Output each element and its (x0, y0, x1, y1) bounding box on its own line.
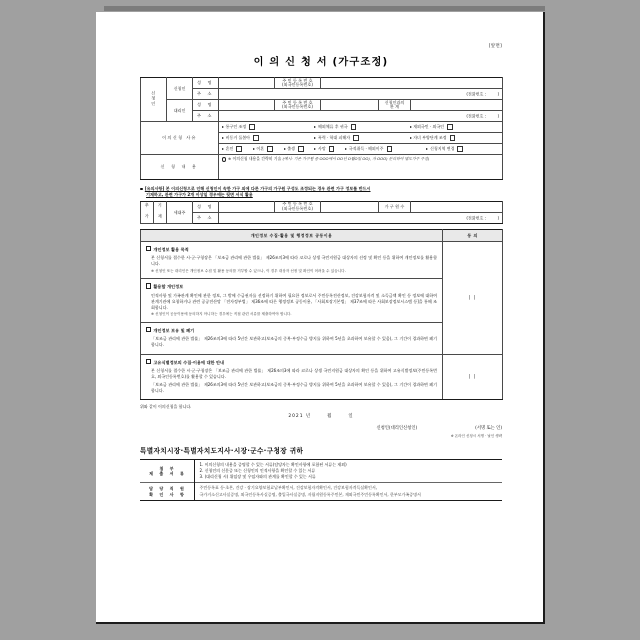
triangle-bullet-icon (410, 137, 412, 139)
section-paragraph: 인적사항 및 가족관계 확인에 관한 정보, 그 밖에 수급권자를 선정하기 위하여 필요한 정보로서 주민등록전산정보, 건강보험자격 및 소득금액 확인 등 정보에 대하여 관계기관에 요청하거나 관련 공공전산망 「전자정부법」 제36조에 따른 행정정보 공동이용, 「사회보장기본법」 제37조에 따른 사회보장정보시스템 등]을 통해 조회합니다. (151, 292, 437, 310)
reason-label: 출생 (287, 146, 295, 152)
reason-option[interactable] (253, 146, 284, 152)
consent-section-data (141, 279, 443, 322)
page-top-shadow (104, 6, 545, 11)
table-row (141, 212, 503, 223)
input-agent-name[interactable] (219, 99, 275, 110)
table-row (141, 77, 503, 88)
reason-label: 혼인 (225, 146, 234, 152)
table-row (141, 354, 503, 400)
attachment-label: 첨 부 제 출 서 류 (140, 459, 194, 483)
reason-checkbox[interactable] (236, 146, 242, 152)
checkbox-icon[interactable] (146, 283, 151, 288)
signature-seal-label[interactable]: (서명 또는 인) (475, 426, 502, 432)
table-row (141, 110, 503, 121)
reason-checkbox[interactable] (450, 135, 456, 141)
section-paragraph: 본 신청서를 접수한 시·군·구청장은 「보조금 관리에 관한 법률」 제26조의3에 따라 코로나 상생 국민지원금 대상자의 선정 및 확인 등을 위하여 개인정보를 활용합니다. (151, 255, 437, 267)
section-paragraph: 본 신청서를 접수한 시·군·구청장은 「보조금 관리에 관한 법률」 제26조의3에 따라 코로나 상생 국민지원금 대상자의 확인 등을 위하여 고유식별정보(주민등록번호, 외국인등록번호)를 활용할 수 있습니다. (151, 368, 437, 380)
reason-label: 폭력 · 학대 피해자 (317, 135, 351, 141)
reasons-row-3 (219, 143, 503, 154)
staff-check-label: 담 당 직 원 확 인 사 항 (140, 483, 194, 500)
section-paragraph: 「보조금 관리에 관한 법률」 제26조의3에 따라 5년간 보관하고(보조금의 중복·부정수급 방지를 위하여 5년을 초과하여 보유할 수 있음), 그 기간이 경과하면 폐기합니다. (151, 381, 437, 393)
warning-block (140, 186, 502, 198)
label-household-size: 가 구 원 수 (379, 201, 411, 212)
reason-label: 재외국민 · 외국인 (413, 124, 445, 130)
household-head-label: 세대주 (167, 201, 193, 223)
table-row (141, 241, 503, 278)
reason-option[interactable] (284, 146, 315, 152)
list-item: 3. (대리신청 시) 위임장 및 우임자와의 관계를 확인할 수 있는 서류 (199, 474, 316, 480)
label-head-name: 성 명 (193, 201, 219, 212)
bottom-rule (140, 500, 502, 501)
list-item: 주민등록표 등·초본, 건강 · 장기요양보험료납부확인서, 건강보험자격확인서, 건강보험자격득실확인서, (199, 485, 378, 491)
section-note: ※ 신청인이 공동이용에 동의하지 아니하는 경우에는 직접 관련 서류를 제출하여야 합니다. (151, 312, 292, 317)
date-year[interactable]: 2021 년 (288, 414, 312, 420)
checkbox-icon[interactable] (146, 246, 151, 251)
reason-label: 국적취득 · 해외이주 (348, 146, 384, 152)
input-resident-number[interactable] (321, 77, 503, 88)
triangle-bullet-icon (314, 148, 316, 150)
reason-checkbox[interactable] (298, 146, 304, 152)
section-title: 활용할 개인정보 (153, 284, 184, 290)
section-note: ※ 신청인 또는 대리인은 개인정보 수집 및 활용 동의를 거부할 수 있으나, 이 경우 대상자 선정 및 확인이 어려울 수 있습니다. (151, 268, 346, 273)
reason-option[interactable] (314, 135, 409, 141)
triangle-bullet-icon (222, 148, 224, 150)
reason-checkbox[interactable] (447, 124, 453, 130)
consent-table (140, 229, 503, 401)
checkbox-icon[interactable] (146, 359, 151, 364)
input-relation[interactable] (411, 99, 503, 110)
reason-label: 해외체류 후 귀국 (317, 124, 348, 130)
consent-section-retention (141, 322, 443, 354)
declaration-text: 위와 같이 이의신청을 합니다. (140, 403, 192, 409)
addressee-line: 특별자치시장·특별자치도지사·시장·군수·구청장 귀하 (140, 446, 304, 455)
reason-checkbox[interactable] (267, 146, 273, 152)
label-agent-resident-number: 주 민 등 록 번 호 (외국인등록번호) (275, 99, 321, 110)
signature-row (140, 426, 502, 432)
triangle-bullet-icon (314, 137, 316, 139)
reason-option[interactable] (410, 135, 502, 141)
table-row (141, 99, 503, 110)
agent-row-label: 대리인 (167, 99, 193, 121)
reason-checkbox[interactable] (253, 135, 259, 141)
reason-checkbox[interactable] (329, 146, 335, 152)
triangle-bullet-icon (253, 148, 255, 150)
household-vertical-label-1: 추 가 (141, 201, 154, 223)
table-row (141, 88, 503, 99)
section-paragraph: 「보조금 관리에 관한 법률」 제26조의3에 따라 5년간 보관하고(보조금의 중복·부정수급 방지를 위하여 5년을 초과하여 보유할 수 있음), 그 기간이 경과하면 폐기합니다. (151, 336, 437, 348)
content-example-text: (예시: 기존 가구원 중 OOO에서 OO년 O월O일 OO), 자 OOO) 분리하여 별도가구 구성) (282, 156, 430, 162)
reason-checkbox[interactable] (387, 146, 393, 152)
label-head-address: 주 소 (193, 212, 219, 223)
bullet-icon (140, 188, 143, 191)
circle-bullet-icon (222, 157, 226, 161)
label-address: 주 소 (193, 88, 219, 99)
reason-label: 비동거 돌봄아 (225, 135, 251, 141)
label-resident-number: 주 민 등 록 번 호 (외국인등록번호) (275, 77, 321, 88)
content-input[interactable] (219, 154, 503, 179)
label-name: 성 명 (193, 77, 219, 88)
list-item: 1. 이의신청의 내용을 증명할 수 있는 서류(담당자는 확인사항에 포함된 서류는 제외) (199, 461, 347, 467)
consent-header: 개인정보 수집·활용 및 행정정보 공동이용 (141, 229, 443, 241)
page-title: 이 의 신 청 서 (가구조정) (253, 57, 389, 69)
triangle-bullet-icon (345, 148, 347, 150)
triangle-bullet-icon (410, 126, 412, 128)
reason-checkbox[interactable] (353, 135, 359, 141)
warning-line-1: [유의사항] 본 이의신청으로 인해 신청인이 속한 가구 외에 다른 가구의 가구원 구성도 조정되는 경우 관련 가구 정보를 반드시 (144, 185, 371, 191)
household-vertical-label-2: 기 재 (154, 201, 167, 223)
attachments-table (140, 459, 502, 500)
input-agent-resident-number[interactable] (321, 99, 379, 110)
input-head-resident-number[interactable] (321, 201, 379, 212)
reason-checkbox[interactable] (351, 124, 357, 130)
input-name[interactable] (219, 77, 275, 88)
reason-option[interactable] (222, 124, 314, 130)
phone-label: (전화번호 : (466, 91, 487, 97)
reason-option[interactable] (410, 124, 502, 130)
applicant-group-label: 신청인 (141, 77, 167, 121)
staff-check-items (194, 483, 502, 500)
input-address[interactable] (219, 88, 503, 99)
phone-close: ) (497, 91, 500, 97)
agent-phone-close: ) (497, 113, 500, 119)
section-title: 개인정보 활용 목적 (153, 246, 189, 252)
signature-applicant-label: 신청인(대리인신청인) (376, 426, 418, 432)
reason-option[interactable] (345, 146, 426, 152)
label-relation: 신청인과의 관 계 (379, 99, 411, 110)
consent-agree-header: 동 의 (443, 229, 503, 241)
content-note-text: ※ 이의신청 내용을 간략히 기술 (227, 156, 282, 162)
input-head-name[interactable] (219, 201, 275, 212)
document-page (96, 12, 545, 624)
reason-label: 사망 (317, 146, 326, 152)
reason-label: 신청지역 변경 (429, 146, 455, 152)
date-month[interactable]: 월 (327, 414, 333, 420)
household-table (140, 201, 503, 224)
input-head-address[interactable] (219, 212, 503, 223)
agent-phone-label: (전화번호 : (466, 113, 487, 119)
triangle-bullet-icon (222, 137, 224, 139)
reasons-label: 이의신청 사유 (141, 121, 219, 154)
triangle-bullet-icon (222, 126, 224, 128)
page-side-label: [앞면] (488, 44, 502, 49)
reasons-row-1 (219, 121, 503, 132)
applicant-table (140, 77, 503, 180)
applicant-row-label: 신청인 (167, 77, 193, 99)
reason-option[interactable] (222, 146, 253, 152)
input-household-size[interactable] (411, 201, 503, 212)
table-row (141, 201, 503, 212)
reason-option[interactable] (314, 124, 409, 130)
reason-label: 이혼 (256, 146, 265, 152)
reasons-row-2 (219, 132, 503, 143)
table-row (140, 483, 502, 500)
label-agent-address: 주 소 (193, 110, 219, 121)
consent-section-purpose (141, 241, 443, 278)
reason-option[interactable] (222, 135, 314, 141)
section-title: 고유식별정보의 수집·이용에 대한 안내 (153, 359, 225, 365)
label-agent-name: 성 명 (193, 99, 219, 110)
consent-agree-mark-1[interactable]: [ ] (443, 241, 503, 354)
table-row (141, 121, 503, 132)
checkbox-icon[interactable] (146, 327, 151, 332)
label-head-resident-number: 주 민 등 록 번 호 (외국인등록번호) (275, 201, 321, 212)
date-day[interactable]: 일 (348, 414, 354, 420)
consent-agree-mark-2[interactable]: [ ] (443, 354, 503, 400)
table-row (140, 459, 502, 483)
reason-label: 통구인 조정 (225, 124, 247, 130)
consent-section-unique-id (141, 354, 443, 400)
input-agent-address[interactable] (219, 110, 503, 121)
list-item: 국가거소신고사실증명, 외국인등록사실증명, 출입국사실증명, 자립지원등록주민본, 재외국민주민등록확인서, 한부모가족증명서 (199, 491, 421, 497)
signature-online-note: ※ 온라인 신청시 서명 · 날인 생략 (450, 434, 502, 439)
date-line (140, 414, 502, 420)
reason-label: 자녀 부양단계 조정 (413, 135, 447, 141)
triangle-bullet-icon (314, 126, 316, 128)
warning-line-2: 기재하고, 관련 가구가 2개 이상일 경우에는 뒷면 서식 활용 (146, 191, 253, 197)
table-row (141, 154, 503, 179)
content-label: 신 청 내 용 (141, 154, 219, 179)
triangle-bullet-icon (284, 148, 286, 150)
table-row (141, 229, 503, 241)
form-sheet (96, 12, 543, 622)
list-item: 2. 신청인의 신분증 또는 신청인의 인적사항을 확인할 수 있는 서류 (199, 467, 316, 473)
triangle-bullet-icon (426, 148, 428, 150)
reason-option[interactable] (426, 146, 502, 152)
household-phone-label: (전화번호 : (466, 215, 486, 221)
reason-checkbox[interactable] (457, 146, 463, 152)
attachment-items (194, 459, 502, 483)
reason-checkbox[interactable] (249, 124, 255, 130)
household-phone-close: ) (497, 215, 499, 221)
reason-option[interactable] (314, 146, 345, 152)
section-title: 개인정보 보유 및 폐기 (153, 327, 195, 333)
